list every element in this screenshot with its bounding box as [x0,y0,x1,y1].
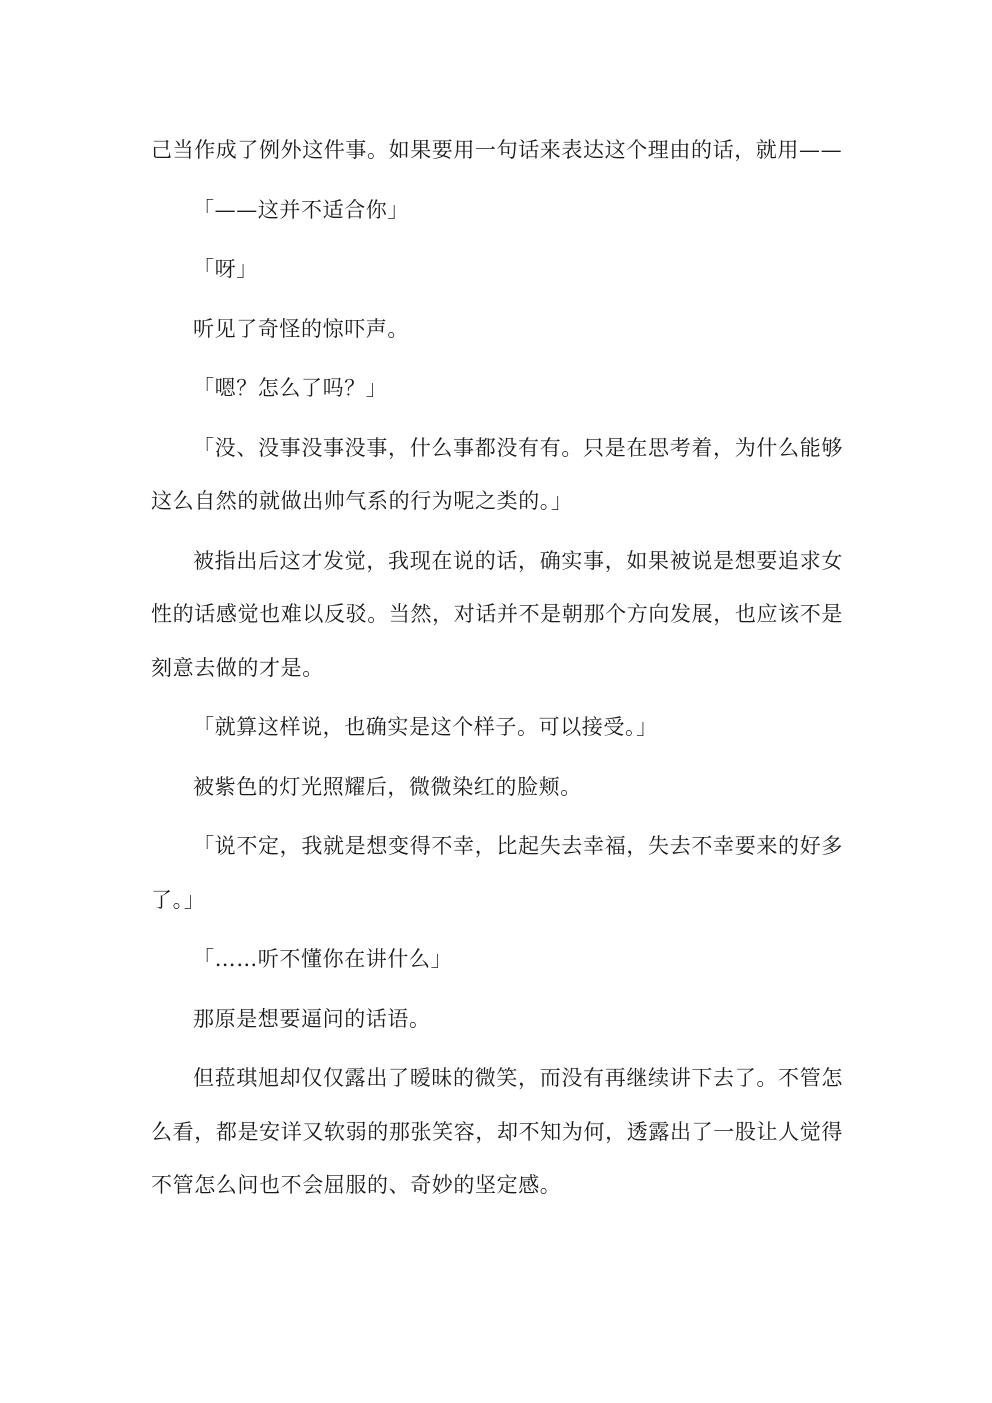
paragraph: 「——这并不适合你」 [193,197,409,222]
paragraph: 「嗯？怎么了吗？」 [193,376,388,400]
document-page [151,124,843,1219]
paragraph: 「就算这样说，也确实是这个样子。可以接受。」 [193,715,658,739]
paragraph: 「呀」 [193,257,258,281]
paragraph: 被紫色的灯光照耀后，微微染红的脸颊。 [193,774,582,799]
paragraph: 「……听不懂你在讲什么」 [193,947,453,971]
paragraph: 那原是想要逼问的话语。 [193,1006,431,1031]
paragraph: 「说不定，我就是想变得不幸，比起失去幸福，失去不幸要来的好多了。」 [151,834,843,912]
paragraph: 听见了奇怪的惊吓声。 [193,316,409,341]
paragraph: 「没、没事没事没事，什么事都没有有。只是在思考着，为什么能够这么自然的就做出帅气系的行为呢之类的。」 [151,435,843,513]
paragraph: 但菈琪旭却仅仅露出了暧昧的微笑，而没有再继续讲下去了。不管怎么看，都是安详又软弱的那张笑容，却不知为何，透露出了一股让人觉得不管怎么问也不会屈服的、奇妙的坚定感。 [151,1066,843,1197]
paragraph: 被指出后这才发觉，我现在说的话，确实事，如果被说是想要追求女性的话感觉也难以反驳。当然，对话并不是朝那个方向发展，也应该不是刻意去做的才是。 [151,548,843,680]
paragraph: 己当作成了例外这件事。如果要用一句话来表达这个理由的话，就用—— [151,138,843,162]
